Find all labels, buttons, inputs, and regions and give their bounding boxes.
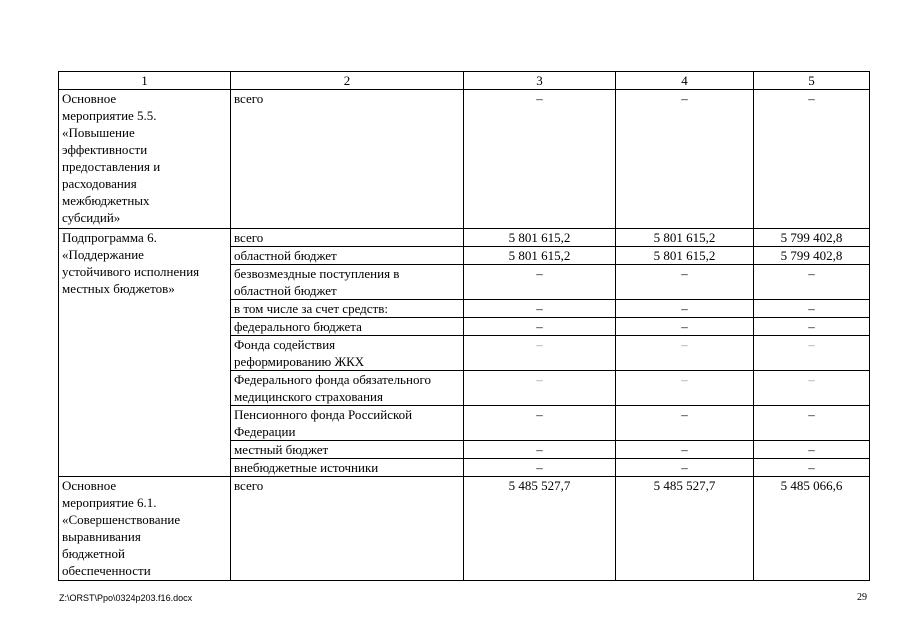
funding-source-cell	[231, 371, 464, 406]
value-cell-col3: 5 801 615,2	[464, 247, 616, 265]
funding-source-cell	[231, 336, 464, 371]
page-number: 29	[857, 592, 867, 603]
value-cell-col5: –	[754, 406, 870, 441]
funding-source-cell: местный бюджет	[231, 441, 464, 459]
value-cell-col3: –	[464, 459, 616, 477]
funding-source-cell: всего	[231, 90, 464, 229]
footer-file-path: Z:\ORST\Ppo\0324p203.f16.docx	[59, 593, 193, 603]
header-col-2: 2	[231, 72, 464, 90]
program-name-line: устойчивого исполнения	[62, 264, 200, 279]
funding-source-cell: всего	[231, 477, 464, 581]
value-cell-col3: –	[464, 441, 616, 459]
program-name-line: эффективности	[62, 142, 148, 157]
funding-source-line: Федерации	[234, 424, 296, 439]
funding-source-cell: внебюджетные источники	[231, 459, 464, 477]
program-name-line: «Совершенствование	[62, 512, 181, 527]
program-name-line: расходования	[62, 176, 137, 191]
header-col-4: 4	[616, 72, 754, 90]
funding-source-cell	[231, 406, 464, 441]
value-cell-col5: –	[754, 441, 870, 459]
value-cell-col4: –	[616, 406, 754, 441]
value-cell-col4: –	[616, 300, 754, 318]
program-name-line: «Повышение	[62, 125, 135, 140]
program-name-line: «Поддержание	[62, 247, 144, 262]
funding-source-line: Фонда содействия	[234, 337, 336, 352]
value-cell-col5: –	[754, 371, 870, 406]
value-cell-col3: 5 801 615,2	[464, 229, 616, 247]
value-cell-col4: –	[616, 90, 754, 229]
program-name-line: Основное	[62, 478, 117, 493]
value-cell-col3: –	[464, 318, 616, 336]
program-name-line: выравнивания	[62, 529, 141, 544]
header-col-1: 1	[59, 72, 231, 90]
funding-source-cell: федерального бюджета	[231, 318, 464, 336]
program-name-line: обеспеченности	[62, 563, 151, 578]
header-col-3: 3	[464, 72, 616, 90]
value-cell-col4: 5 801 615,2	[616, 247, 754, 265]
table-row	[59, 477, 870, 581]
value-cell-col4: –	[616, 371, 754, 406]
value-cell-col5: –	[754, 265, 870, 300]
value-cell-col5: 5 799 402,8	[754, 247, 870, 265]
value-cell-col5: 5 799 402,8	[754, 229, 870, 247]
program-name-line: Подпрограмма 6.	[62, 230, 157, 245]
program-name-line: мероприятие 6.1.	[62, 495, 157, 510]
value-cell-col3: –	[464, 406, 616, 441]
value-cell-col3: 5 485 527,7	[464, 477, 616, 581]
value-cell-col5: 5 485 066,6	[754, 477, 870, 581]
program-name-line: мероприятие 5.5.	[62, 108, 157, 123]
value-cell-col5: –	[754, 300, 870, 318]
value-cell-col4: –	[616, 441, 754, 459]
funding-source-cell: всего	[231, 229, 464, 247]
funding-source-cell	[231, 265, 464, 300]
program-name-cell	[59, 477, 231, 581]
value-cell-col5: –	[754, 90, 870, 229]
value-cell-col3: –	[464, 300, 616, 318]
value-cell-col4: 5 801 615,2	[616, 229, 754, 247]
value-cell-col3: –	[464, 371, 616, 406]
funding-source-line: Пенсионного фонда Российской	[234, 407, 413, 422]
value-cell-col3: –	[464, 336, 616, 371]
funding-source-line: медицинского страхования	[234, 389, 383, 404]
program-name-line: субсидий»	[62, 210, 121, 225]
header-row	[59, 72, 870, 90]
value-cell-col4: –	[616, 459, 754, 477]
program-name-cell	[59, 90, 231, 229]
value-cell-col5: –	[754, 318, 870, 336]
funding-source-cell: областной бюджет	[231, 247, 464, 265]
value-cell-col5: –	[754, 336, 870, 371]
program-name-line: местных бюджетов»	[62, 281, 175, 296]
program-name-line: бюджетной	[62, 546, 125, 561]
funding-source-line: областной бюджет	[234, 283, 337, 298]
table-row	[59, 90, 870, 229]
table-row	[59, 229, 870, 247]
value-cell-col5: –	[754, 459, 870, 477]
value-cell-col4: 5 485 527,7	[616, 477, 754, 581]
header-col-5: 5	[754, 72, 870, 90]
value-cell-col3: –	[464, 90, 616, 229]
funding-source-line: Федерального фонда обязательного	[234, 372, 431, 387]
program-name-cell	[59, 229, 231, 477]
funding-source-line: безвозмездные поступления в	[234, 266, 400, 281]
value-cell-col4: –	[616, 318, 754, 336]
program-name-line: предоставления и	[62, 159, 161, 174]
funding-source-line: реформированию ЖКХ	[234, 354, 365, 369]
budget-table	[58, 71, 870, 581]
program-name-line: Основное	[62, 91, 117, 106]
value-cell-col4: –	[616, 336, 754, 371]
value-cell-col4: –	[616, 265, 754, 300]
value-cell-col3: –	[464, 265, 616, 300]
program-name-line: межбюджетных	[62, 193, 150, 208]
funding-source-cell: в том числе за счет средств:	[231, 300, 464, 318]
